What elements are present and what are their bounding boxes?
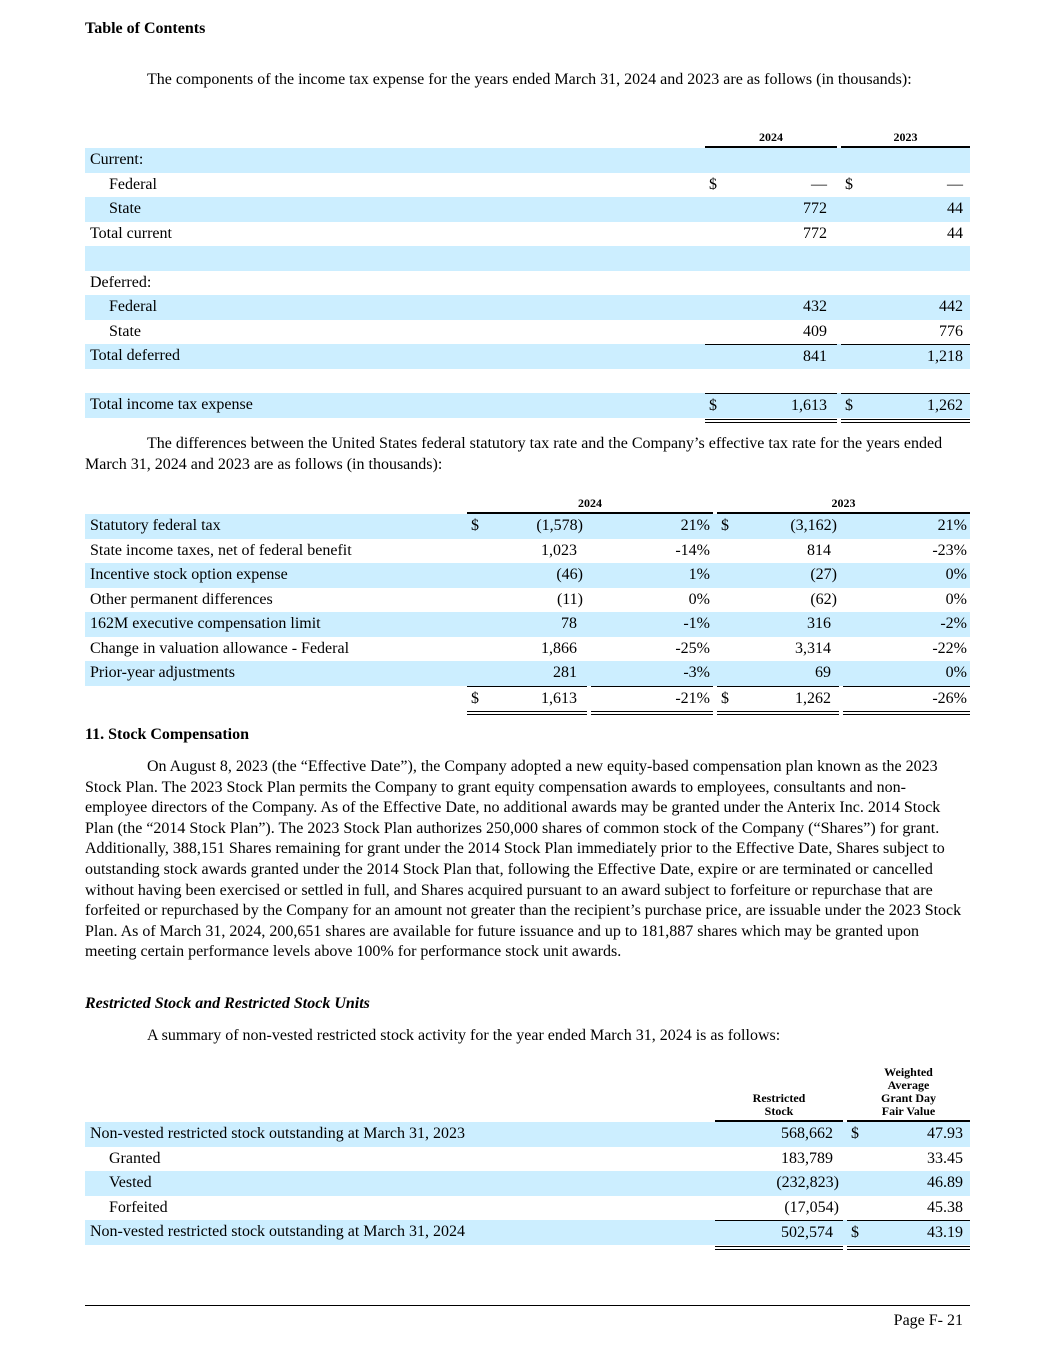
cell-value: 21%: [937, 517, 967, 534]
currency-symbol: $: [471, 517, 479, 534]
value-cell: [705, 173, 837, 198]
table-header: [85, 494, 970, 514]
currency-symbol: $: [721, 517, 729, 534]
value-cell: [847, 1122, 970, 1147]
value-cell: [467, 514, 587, 539]
cell-value: —: [811, 175, 827, 193]
value-cell: [841, 369, 970, 394]
value-cell: [591, 539, 713, 564]
table-row: [85, 612, 970, 637]
value-cell: [715, 1122, 843, 1147]
row-label: 162M executive compensation limit: [90, 615, 321, 632]
row-label: Prior-year adjustments: [90, 664, 235, 681]
table-row: [85, 320, 970, 345]
cell-value: -14%: [675, 541, 710, 559]
value-cell: [843, 514, 970, 539]
value-cell: [705, 369, 837, 394]
value-cell: [717, 612, 839, 637]
row-label: Vested: [109, 1174, 152, 1191]
row-label: Non-vested restricted stock outstanding at March 31, 2024: [90, 1223, 466, 1240]
cell-value: (1,578): [536, 517, 583, 534]
cell-value: 772: [803, 224, 827, 242]
cell-value: 776: [939, 322, 963, 340]
value-cell: [843, 637, 970, 662]
value-cell: [843, 612, 970, 637]
row-label: Other permanent differences: [90, 590, 273, 608]
row-label: Total deferred: [90, 347, 180, 364]
table-row: [85, 369, 970, 394]
table-row: [85, 271, 970, 296]
subsection-heading: Restricted Stock and Restricted Stock Units: [85, 995, 370, 1012]
column-header-2023: 2023: [717, 497, 970, 514]
cell-value: 0%: [945, 566, 967, 583]
row-label: Federal: [109, 298, 157, 315]
value-cell: [705, 222, 837, 247]
value-cell: [841, 320, 970, 345]
value-cell: [467, 686, 587, 716]
cell-value: 21%: [680, 517, 710, 534]
cell-value: 44: [947, 200, 963, 217]
row-label: Forfeited: [109, 1198, 168, 1216]
value-cell: [591, 637, 713, 662]
cell-value: 841: [803, 348, 827, 365]
cell-value: (27): [810, 566, 837, 583]
cell-value: 432: [803, 298, 827, 315]
value-cell: [717, 686, 839, 716]
value-cell: [705, 246, 837, 271]
value-cell: [841, 197, 970, 222]
cell-value: 772: [803, 200, 827, 217]
table-header: [85, 1062, 970, 1122]
value-cell: [591, 563, 713, 588]
cell-value: —: [947, 175, 963, 193]
value-cell: [843, 588, 970, 613]
value-cell: [847, 1147, 970, 1172]
row-label: Granted: [109, 1149, 161, 1167]
value-cell: [715, 1220, 843, 1250]
row-label: Non-vested restricted stock outstanding at March 31, 2023: [90, 1125, 466, 1142]
cell-value: 1,613: [791, 397, 827, 414]
value-cell: [467, 661, 587, 686]
restricted-stock-intro: A summary of non-vested restricted stock activity for the year ended March 31, 2024 is as follows:: [147, 1027, 781, 1044]
table-row: [85, 563, 970, 588]
table-row: [85, 1171, 970, 1196]
cell-value: 44: [947, 224, 963, 242]
currency-symbol: $: [851, 1224, 859, 1241]
cell-value: 1,866: [541, 639, 577, 657]
currency-symbol: $: [709, 175, 717, 193]
value-cell: [841, 271, 970, 296]
value-cell: [717, 514, 839, 539]
table-row: [85, 588, 970, 613]
stock-plan-paragraph: On August 8, 2023 (the “Effective Date”), the Company adopted a new equity-based compensation plan known as the 2023 Stock Plan. The 2023 Stock Plan permits the Company to grant equity compensation awards to employees, consultants and non-employee directors of the Company. As of the Effective Date, no additional awards may be granted under the Anterix Inc. 2014 Stock Plan (the “2014 Stock Plan”). The 2023 Stock Plan authorizes 250,000 shares of common stock of the Company (“Shares”) for grant. Additionally, 388,151 Shares remaining for grant under the 2014 Stock Plan immediately prior to the Effective Date, Shares subject to outstanding stock awards granted under the 2014 Stock Plan that, following the Effective Date, expire or are terminated or cancelled without having been exercised or settled in full, and Shares acquired pursuant to an award subject to forfeiture or repurchase that are forfeited or repurchased by the Company for an amount not greater than the recipient’s purchase price, are issuable under the 2023 Stock Plan. As of March 31, 2024, 200,651 shares are available for future issuance and up to 181,887 shares which may be granted upon meeting certain performance levels above 100% for performance stock unit awards.: [85, 758, 962, 961]
cell-value: 69: [815, 664, 831, 681]
cell-value: 316: [807, 615, 831, 632]
value-cell: [705, 148, 837, 173]
row-label: Federal: [109, 175, 157, 193]
cell-value: -22%: [932, 639, 967, 657]
row-label: [85, 686, 463, 716]
income-tax-intro: The components of the income tax expense for the years ended March 31, 2024 and 2023 are as follows (in thousands):: [147, 71, 912, 88]
cell-value: 1,613: [541, 689, 577, 707]
cell-value: 1,218: [927, 348, 963, 365]
row-label: [85, 369, 701, 394]
value-cell: [591, 612, 713, 637]
value-cell: [591, 661, 713, 686]
value-cell: [467, 637, 587, 662]
cell-value: -21%: [675, 689, 710, 707]
value-cell: [841, 344, 970, 370]
value-cell: [591, 686, 713, 716]
cell-value: 45.38: [927, 1198, 963, 1216]
cell-value: (62): [810, 590, 837, 608]
value-cell: [715, 1196, 843, 1221]
cell-value: (46): [556, 566, 583, 583]
table-row: [85, 197, 970, 222]
currency-symbol: $: [709, 397, 717, 414]
currency-symbol: $: [721, 689, 729, 707]
row-label: Total current: [90, 224, 172, 242]
value-cell: [717, 539, 839, 564]
cell-value: 281: [553, 664, 577, 681]
value-cell: [843, 563, 970, 588]
cell-value: 568,662: [781, 1125, 833, 1142]
cell-value: -3%: [683, 664, 710, 681]
value-cell: [717, 563, 839, 588]
cell-value: 43.19: [927, 1224, 963, 1241]
row-label: State: [109, 200, 141, 217]
row-label: Incentive stock option expense: [90, 566, 288, 583]
currency-symbol: $: [471, 689, 479, 707]
value-cell: [715, 1147, 843, 1172]
value-cell: [841, 295, 970, 320]
row-label: State income taxes, net of federal benefit: [90, 541, 352, 559]
table-row: [85, 295, 970, 320]
table-of-contents-link[interactable]: Table of Contents: [85, 20, 206, 37]
value-cell: [847, 1196, 970, 1221]
table-row: [85, 661, 970, 686]
currency-symbol: $: [851, 1125, 859, 1142]
table-row: [85, 1122, 970, 1147]
tax-rate-differences-intro: The differences between the United States federal statutory tax rate and the Company’s effective tax rate for the years ended March 31, 2024 and 2023 are as follows (in thousands):: [85, 435, 943, 473]
cell-value: 1,023: [541, 541, 577, 559]
row-label: Deferred:: [90, 273, 152, 291]
value-cell: [467, 612, 587, 637]
value-cell: [717, 588, 839, 613]
value-cell: [717, 661, 839, 686]
section-heading: 11. Stock Compensation: [85, 726, 250, 743]
cell-value: (17,054): [784, 1198, 839, 1216]
value-cell: [717, 637, 839, 662]
cell-value: 33.45: [927, 1149, 963, 1167]
cell-value: 409: [803, 322, 827, 340]
cell-value: 814: [807, 541, 831, 559]
value-cell: [705, 197, 837, 222]
table-row: [85, 344, 970, 369]
currency-symbol: $: [845, 175, 853, 193]
row-label: State: [109, 322, 141, 340]
cell-value: 1%: [688, 566, 710, 583]
value-cell: [467, 539, 587, 564]
table-header: [85, 128, 970, 148]
table-row: [85, 148, 970, 173]
table-row: [85, 637, 970, 662]
value-cell: [841, 393, 970, 423]
column-header-2024: 2024: [467, 497, 713, 514]
value-cell: [841, 148, 970, 173]
cell-value: 442: [939, 298, 963, 315]
cell-value: (3,162): [790, 517, 837, 534]
value-cell: [591, 514, 713, 539]
value-cell: [705, 295, 837, 320]
restricted-stock-activity-table: [85, 1062, 970, 1245]
tax-rate-reconciliation-table: [85, 494, 970, 710]
cell-value: -23%: [932, 541, 967, 559]
table-row: [85, 173, 970, 198]
value-cell: [841, 246, 970, 271]
cell-value: 78: [561, 615, 577, 632]
table-row: [85, 222, 970, 247]
column-header-restricted-stock: Restricted Stock: [715, 1092, 843, 1122]
cell-value: -25%: [675, 639, 710, 657]
row-label: Total income tax expense: [90, 396, 253, 413]
table-row: [85, 686, 970, 711]
cell-value: 0%: [945, 664, 967, 681]
value-cell: [705, 393, 837, 423]
footer-divider: [85, 1305, 970, 1306]
value-cell: [841, 222, 970, 247]
value-cell: [843, 686, 970, 716]
table-row: [85, 1147, 970, 1172]
table-row: [85, 1196, 970, 1221]
column-header-2024: 2024: [705, 131, 837, 148]
value-cell: [847, 1171, 970, 1196]
cell-value: -2%: [940, 615, 967, 632]
value-cell: [467, 588, 587, 613]
value-cell: [843, 661, 970, 686]
cell-value: 47.93: [927, 1125, 963, 1142]
page-number: Page F- 21: [893, 1312, 963, 1329]
value-cell: [847, 1220, 970, 1250]
cell-value: 1,262: [795, 689, 831, 707]
value-cell: [591, 588, 713, 613]
table-row: [85, 1220, 970, 1245]
row-label: Change in valuation allowance - Federal: [90, 639, 350, 657]
value-cell: [705, 344, 837, 370]
column-header-fair-value: Weighted Average Grant Day Fair Value: [847, 1066, 970, 1122]
cell-value: -1%: [683, 615, 710, 632]
cell-value: (232,823): [776, 1174, 839, 1191]
cell-value: 3,314: [795, 639, 831, 657]
value-cell: [705, 320, 837, 345]
table-row: [85, 246, 970, 271]
cell-value: -26%: [932, 689, 967, 707]
income-tax-components-table: [85, 128, 970, 418]
value-cell: [705, 271, 837, 296]
cell-value: 183,789: [781, 1149, 833, 1167]
row-label: [85, 246, 701, 271]
cell-value: (11): [556, 590, 583, 608]
cell-value: 1,262: [927, 397, 963, 414]
column-header-2023: 2023: [841, 131, 970, 148]
table-row: [85, 393, 970, 418]
cell-value: 502,574: [781, 1224, 833, 1241]
value-cell: [843, 539, 970, 564]
value-cell: [467, 563, 587, 588]
currency-symbol: $: [845, 397, 853, 414]
value-cell: [841, 173, 970, 198]
table-row: [85, 539, 970, 564]
value-cell: [715, 1171, 843, 1196]
table-row: [85, 514, 970, 539]
cell-value: 0%: [688, 590, 710, 608]
row-label: Statutory federal tax: [90, 517, 221, 534]
cell-value: 0%: [945, 590, 967, 608]
cell-value: 46.89: [927, 1174, 963, 1191]
row-label: Current:: [90, 151, 144, 168]
